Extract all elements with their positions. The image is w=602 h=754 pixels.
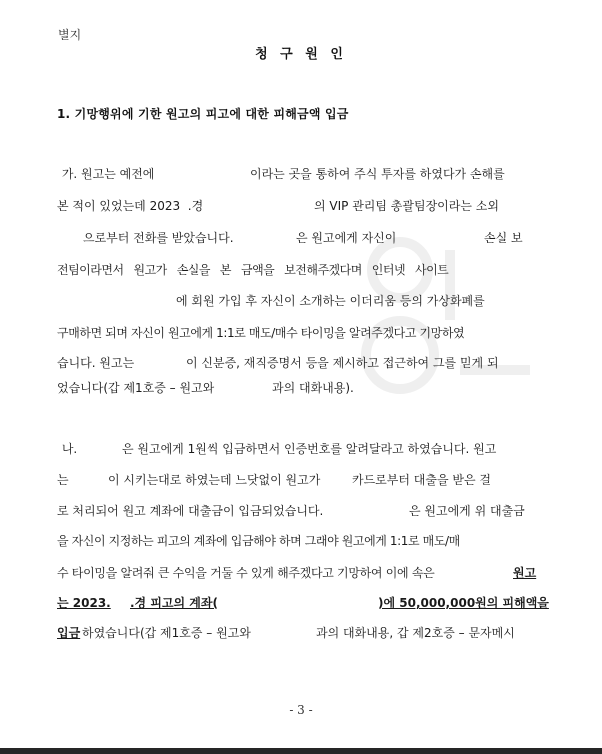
text-line: 하였습니다(갑 제1호증 – 원고와 (82, 626, 251, 640)
text-line: 이라는 곳을 통하여 주식 투자를 하였다가 손해를 (250, 167, 505, 181)
text-line: 카드로부터 대출을 받은 걸 (352, 473, 491, 487)
attachment-label: 별지 (58, 28, 82, 42)
page-number: - 3 - (289, 703, 313, 717)
emphasized-text: 입금 (57, 626, 81, 640)
text-line: 은 원고에게 자신이 (296, 231, 397, 245)
emphasized-text: 원고 (513, 566, 537, 580)
text-line: 은 원고에게 위 대출금 (409, 504, 525, 518)
text-line: 은 원고에게 1원씩 입금하면서 인증번호를 알려달라고 하였습니다. 원고 (122, 442, 497, 456)
text-line: 구매하면 되며 자신이 원고에게 1:1로 매도/매수 타이밍을 알려주겠다고 기망하였 (57, 326, 465, 340)
text-line: 이 신분증, 재직증명서 등을 제시하고 접근하여 그를 믿게 되 (186, 356, 499, 370)
document-title: 청 구 원 인 (255, 47, 347, 62)
emphasized-text: 는 2023. (57, 596, 111, 610)
text-line: 본 적이 있었는데 2023 .경 (57, 199, 204, 213)
viewer-bottom-bar (0, 748, 602, 754)
text-line: 수 타이밍을 알려줘 큰 수익을 거둘 수 있게 해주겠다고 기망하여 이에 속은 (57, 566, 438, 580)
text-line: 손실 보 (484, 231, 523, 245)
text-line: 에 회원 가입 후 자신이 소개하는 이더리움 등의 가상화폐를 (176, 294, 485, 308)
text-line: 나. (58, 442, 78, 456)
text-line: 는 (57, 473, 69, 487)
text-line: 을 자신이 지정하는 피고의 계좌에 입금해야 하며 그래야 원고에게 1:1로 매도/매 (57, 534, 460, 548)
text-line: 과의 대화내용, 갑 제2호증 – 문자메시 (316, 626, 515, 640)
text-line: 이 시키는대로 하였는데 느닷없이 원고가 (108, 473, 321, 487)
section-heading: 1. 기망행위에 기한 원고의 피고에 대한 피해금액 입금 (57, 107, 349, 121)
emphasized-text: .경 피고의 계좌( (130, 596, 218, 610)
text-line: 가. 원고는 예전에 (58, 167, 155, 181)
emphasized-text: )에 50,000,000원의 피해액을 (378, 596, 549, 610)
text-line: 의 VIP 관리팀 총괄팀장이라는 소외 (314, 199, 499, 213)
text-line: 으로부터 전화를 받았습니다. (83, 231, 234, 245)
text-line: 로 처리되어 원고 계좌에 대출금이 입금되었습니다. (57, 504, 324, 518)
text-line: 과의 대화내용). (272, 381, 354, 395)
text-line: 전팀이라면서 원고가 손실을 본 금액을 보전해주겠다며 인터넷 사이트 (57, 263, 449, 277)
text-line: 습니다. 원고는 (57, 356, 135, 370)
text-line: 었습니다(갑 제1호증 – 원고와 (57, 381, 215, 395)
